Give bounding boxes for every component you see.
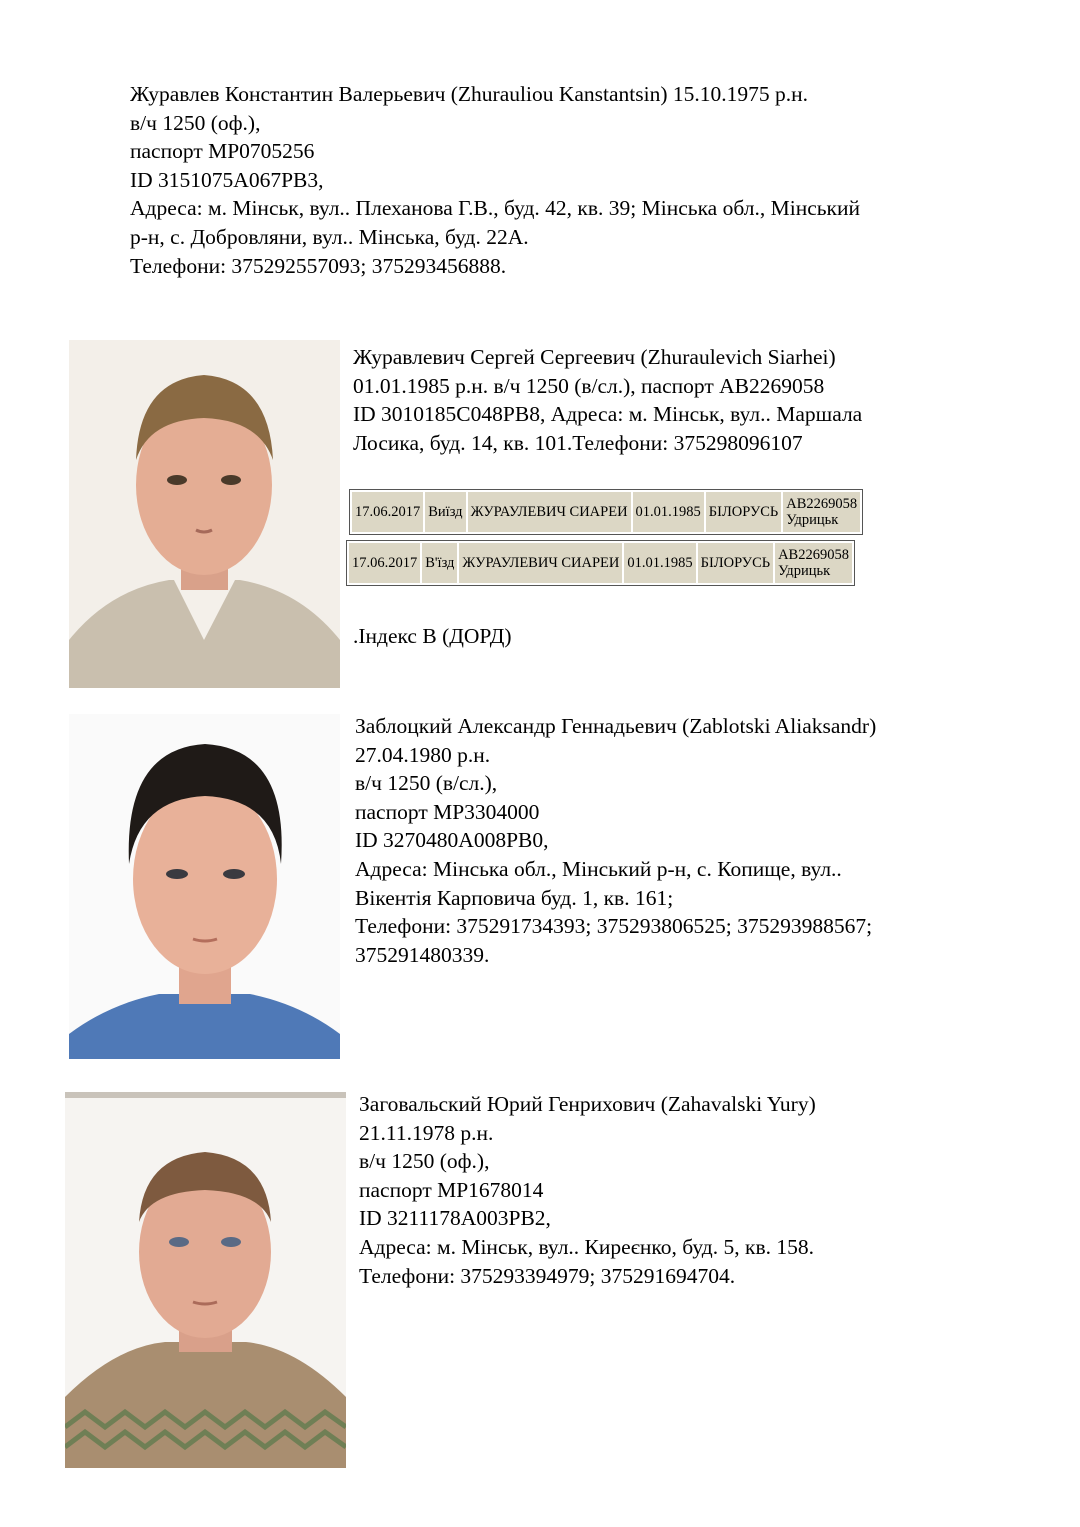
crossing-country: БІЛОРУСЬ — [706, 492, 781, 532]
person-2-line: Журавлевич Сергей Сергеевич (Zhuraulevich Siarhei) — [353, 345, 836, 369]
crossing-checkpoint: Удрицьк — [778, 563, 831, 579]
person-2-photo — [69, 340, 340, 688]
table-row — [352, 492, 860, 532]
crossing-checkpoint: Удрицьк — [786, 512, 839, 528]
person-4-line: Телефони: 375293394979; 375291694704. — [359, 1263, 736, 1288]
person-3-line: Телефони: 375291734393; 375293806525; 375293988567; — [355, 914, 873, 939]
crossing-direction: В'їзд — [422, 543, 457, 583]
person-4-line: ID 3211178А003РВ2, — [359, 1206, 551, 1231]
person-4-line: 21.11.1978 р.н. — [359, 1120, 494, 1145]
person-1-line: в/ч 1250 (оф.), — [130, 110, 261, 135]
person-3-line: Адреса: Мінська обл., Мінський р-н, с. Копище, вул.. — [355, 856, 842, 881]
person-4-record — [359, 1090, 816, 1290]
person-1-line: паспорт МР0705256 — [130, 139, 315, 164]
person-4-line: в/ч 1250 (оф.), — [359, 1149, 490, 1174]
table-row — [349, 543, 852, 583]
index-note: .Індекс В (ДОРД) — [353, 624, 512, 648]
crossing-dob: 01.01.1985 — [624, 543, 695, 583]
person-3-line: Заблоцкий Александр Геннадьевич (Zablotski Aliaksandr) — [355, 714, 877, 738]
crossing-dob: 01.01.1985 — [633, 492, 704, 532]
person-3-line: ID 3270480А008РВ0, — [355, 828, 549, 853]
crossing-table-exit — [349, 489, 863, 535]
crossing-direction: Виїзд — [425, 492, 465, 532]
person-2-record — [353, 343, 862, 457]
crossing-name: ЖУРАУЛЕВИЧ СИАРЕИ — [459, 543, 622, 583]
crossing-passport: AB2269058 — [786, 496, 858, 512]
person-3-line: 27.04.1980 р.н. — [355, 742, 491, 767]
person-3-line: паспорт МР3304000 — [355, 799, 540, 824]
person-1-line: р-н, с. Добровляни, вул.. Мінська, буд. 22А. — [130, 224, 529, 249]
person-3-line: Вікентія Карповича буд. 1, кв. 161; — [355, 885, 674, 910]
person-4-line: Заговальский Юрий Генрихович (Zahavalski Yury) — [359, 1092, 816, 1116]
person-1-line: Телефони: 375292557093; 375293456888. — [130, 253, 507, 278]
person-1-record — [130, 80, 860, 280]
person-3-line: 375291480339. — [355, 942, 490, 967]
person-1-line: Адреса: м. Мінськ, вул.. Плеханова Г.В., буд. 42, кв. 39; Мінська обл., Мінський — [130, 196, 861, 221]
crossing-table-entry — [346, 540, 855, 586]
person-2-line: 01.01.1985 р.н. в/ч 1250 (в/сл.), паспорт АВ2269058 — [353, 373, 825, 398]
person-2-line: ID 3010185С048РВ8, Адреса: м. Мінськ, вул.. Маршала — [353, 402, 863, 427]
crossing-name: ЖУРАУЛЕВИЧ СИАРЕИ — [468, 492, 631, 532]
person-2-line: Лосика, буд. 14, кв. 101.Телефони: 375298096107 — [353, 430, 803, 455]
person-1-line: Журавлев Константин Валерьевич (Zhurauliou Kanstantsin) 15.10.1975 р.н. — [130, 82, 809, 106]
person-4-line: паспорт МР1678014 — [359, 1177, 544, 1202]
crossing-passport-checkpoint — [783, 492, 860, 532]
person-4-photo — [65, 1092, 346, 1468]
crossing-passport-checkpoint — [775, 543, 852, 583]
person-4-line: Адреса: м. Мінськ, вул.. Киреєнко, буд. 5, кв. 158. — [359, 1234, 814, 1259]
person-3-record — [355, 712, 876, 969]
crossing-country: БІЛОРУСЬ — [698, 543, 773, 583]
crossing-date: 17.06.2017 — [349, 543, 420, 583]
person-1-line: ID 3151075А067РВ3, — [130, 167, 324, 192]
crossing-passport: AB2269058 — [778, 547, 849, 563]
crossing-date: 17.06.2017 — [352, 492, 423, 532]
person-3-line: в/ч 1250 (в/сл.), — [355, 771, 498, 796]
person-3-photo — [69, 714, 340, 1059]
